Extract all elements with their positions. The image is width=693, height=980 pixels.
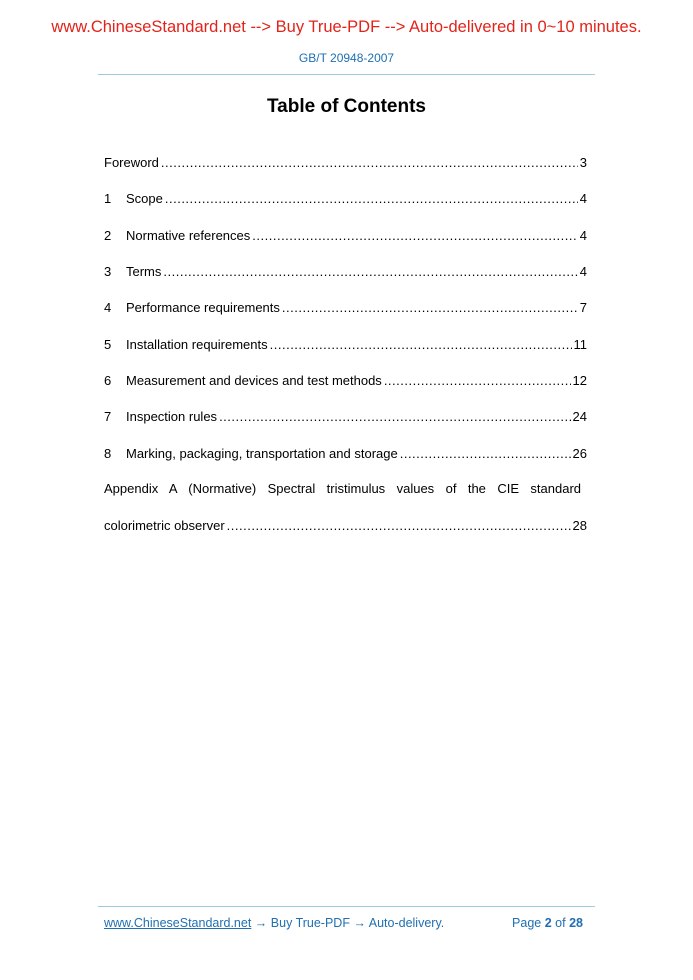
promo-banner[interactable]: www.ChineseStandard.net --> Buy True-PDF --> Auto-delivered in 0~10 minutes.	[51, 18, 642, 36]
toc-entry-page: 4	[579, 228, 587, 243]
toc-leader-dots	[400, 446, 571, 461]
toc-entry-performance-requirements[interactable]	[104, 300, 587, 315]
total-pages-number: 28	[569, 916, 583, 930]
toc-leader-dots	[161, 155, 578, 170]
toc-entry-number: 8	[104, 446, 112, 461]
toc-leader-dots	[165, 191, 578, 206]
toc-entry-label: Installation requirements	[126, 337, 268, 352]
footer-buy-text: Buy True-PDF	[270, 916, 350, 930]
toc-entry-normative-references[interactable]	[104, 228, 587, 243]
toc-entry-label: Performance requirements	[126, 300, 280, 315]
footer-links	[104, 916, 444, 930]
arrow-right-icon: →	[254, 916, 268, 930]
toc-leader-dots	[384, 373, 571, 388]
page-word: Page	[512, 916, 542, 930]
toc-entry-scope[interactable]	[104, 191, 587, 206]
footer-delivery-text: Auto-delivery.	[368, 916, 445, 930]
footer-divider	[98, 906, 595, 907]
toc-entry-number: 5	[104, 337, 112, 352]
toc-entry-inspection-rules[interactable]	[104, 409, 587, 424]
header-divider	[98, 74, 595, 75]
toc-entry-label: Measurement and devices and test methods	[126, 373, 382, 388]
of-word: of	[555, 916, 566, 930]
toc-entry-foreword[interactable]	[104, 155, 587, 170]
toc-title: Table of Contents	[266, 96, 427, 117]
toc-entry-page: 26	[572, 446, 587, 461]
toc-entry-page: 4	[579, 191, 587, 206]
toc-entry-page: 3	[579, 155, 587, 170]
toc-entry-measurement-test-methods[interactable]	[104, 373, 587, 388]
current-page-number: 2	[544, 916, 552, 930]
toc-entry-marking-packaging[interactable]	[104, 446, 587, 461]
toc-entry-number: 1	[104, 191, 112, 206]
toc-entry-page: 11	[573, 337, 587, 352]
toc-entry-number: 7	[104, 409, 112, 424]
toc-entry-number: 3	[104, 264, 112, 279]
toc-leader-dots	[163, 264, 577, 279]
toc-appendix-a-line1[interactable]: Appendix A (Normative) Spectral tristimulus values of the CIE standard	[104, 481, 581, 496]
toc-entry-page: 24	[572, 409, 587, 424]
toc-leader-dots	[270, 337, 572, 352]
toc-entry-appendix-a[interactable]	[104, 518, 587, 533]
toc-entry-installation-requirements[interactable]	[104, 337, 587, 352]
toc-leader-dots	[252, 228, 577, 243]
toc-entry-label: Normative references	[126, 228, 251, 243]
toc-entry-page: 12	[572, 373, 587, 388]
footer-site-link[interactable]: www.ChineseStandard.net	[104, 916, 252, 930]
toc-entry-label: Foreword	[104, 155, 159, 170]
toc-entry-number: 4	[104, 300, 112, 315]
toc-leader-dots	[219, 409, 570, 424]
toc-entry-label: Scope	[126, 191, 163, 206]
toc-entry-page: 7	[579, 300, 587, 315]
toc-entry-number: 6	[104, 373, 112, 388]
toc-entry-terms[interactable]	[104, 264, 587, 279]
toc-leader-dots	[282, 300, 578, 315]
standard-code: GB/T 20948-2007	[298, 51, 395, 65]
toc-entry-page: 28	[572, 518, 587, 533]
toc-entry-number: 2	[104, 228, 112, 243]
arrow-right-icon: →	[353, 916, 366, 930]
toc-leader-dots	[227, 518, 571, 533]
toc-entry-label: Inspection rules	[126, 409, 218, 424]
toc-entry-page: 4	[579, 264, 587, 279]
toc-entry-label: Terms	[126, 264, 162, 279]
toc-entry-label: Marking, packaging, transportation and storage	[126, 446, 398, 461]
page-indicator	[512, 916, 583, 930]
toc-entry-label: colorimetric observer	[104, 518, 225, 533]
